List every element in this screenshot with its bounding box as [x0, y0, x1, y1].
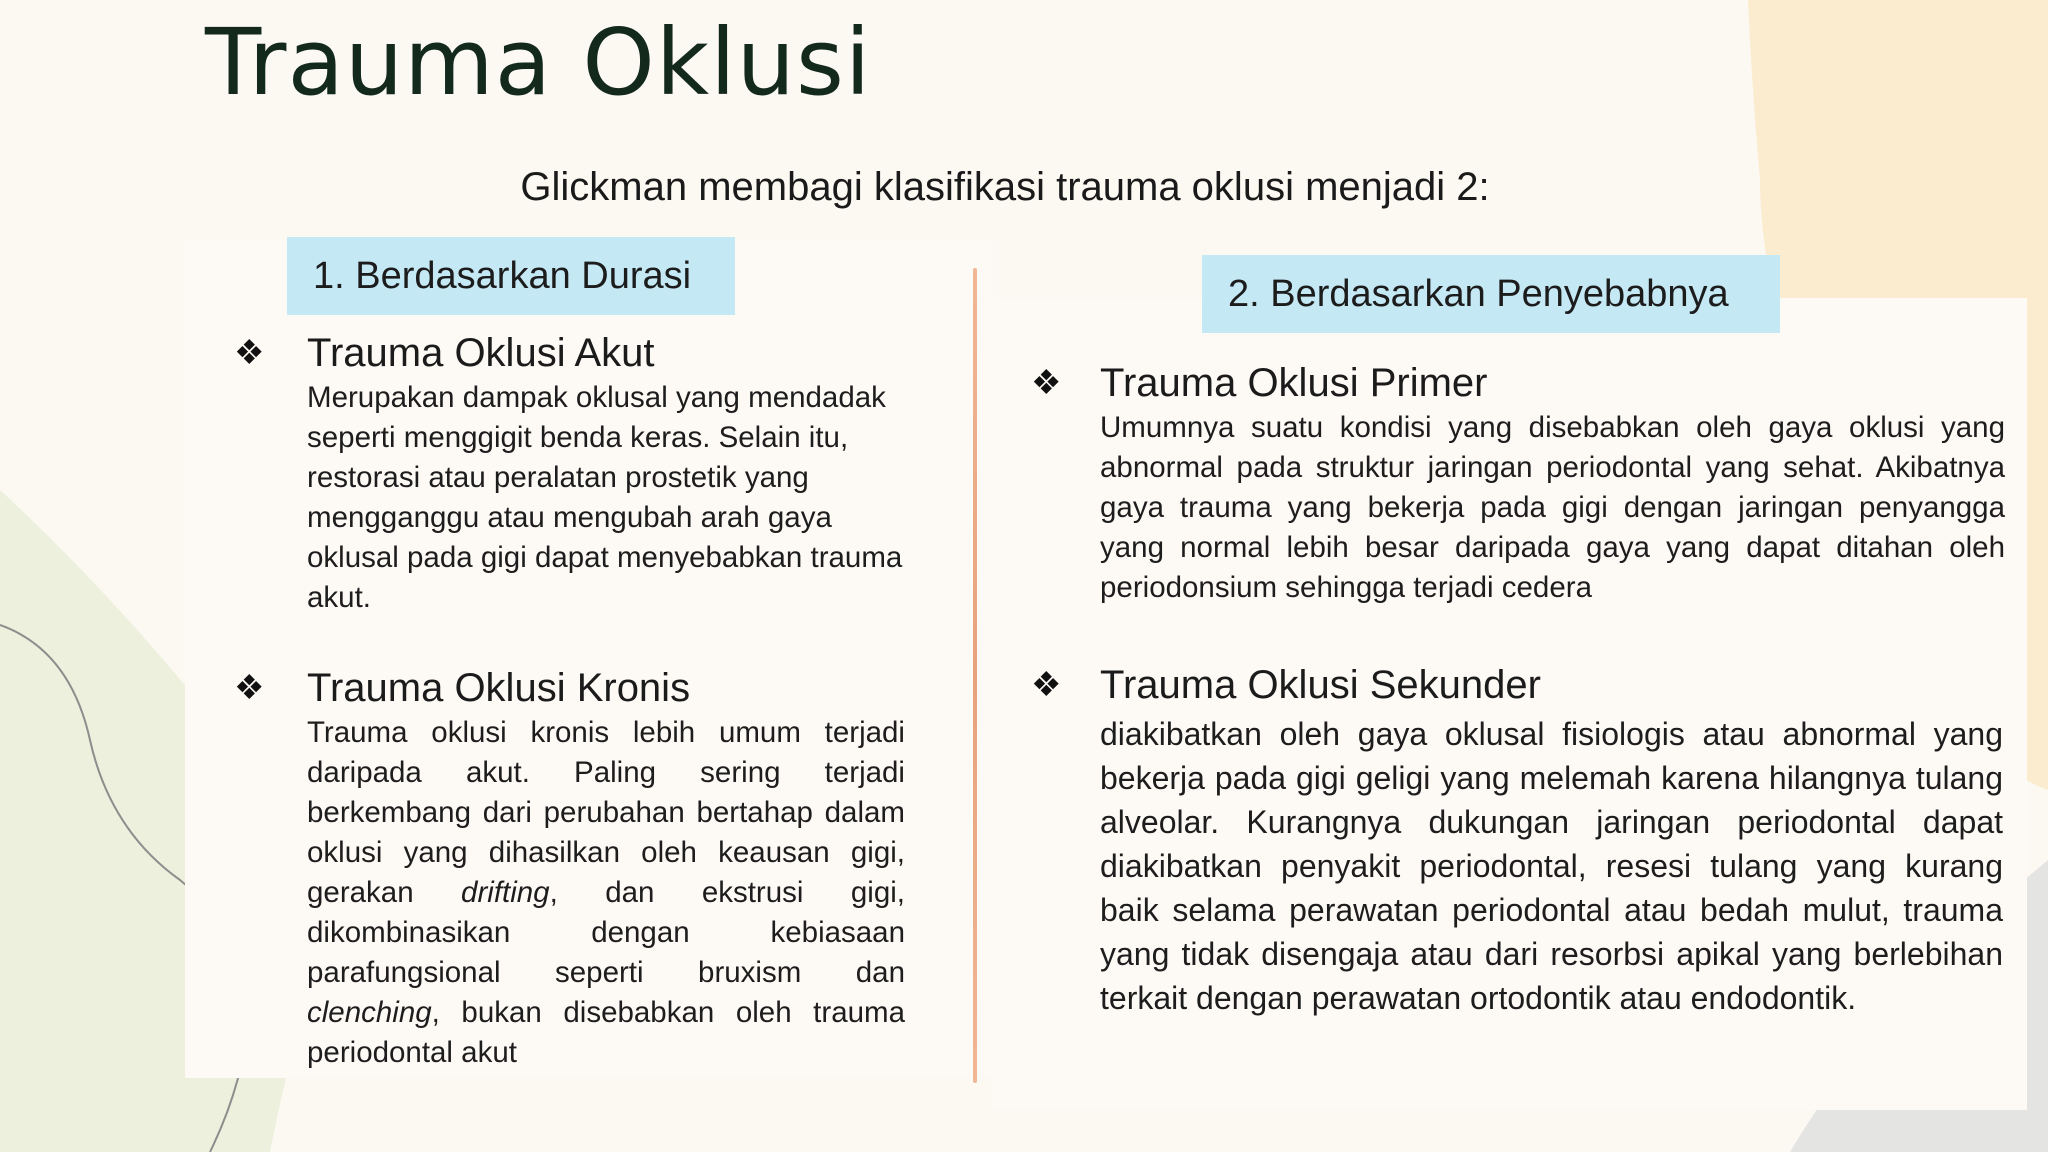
item-body-secondary: diakibatkan oleh gaya oklusal fisiologis atau abnormal yang bekerja pada gigi geligi yang melemah karena hilangnya tulang alveolar. Kurangnya dukungan jaringan periodontal dapat diakibatkan penyakit periodontal, resesi tulang yang kurang baik selama perawatan periodontal atau bedah mulut, trauma yang tidak disengaja atau dari resorbsi apikal yang berlebihan terkait dengan perawatan ortodontik atau endodontik.: [1100, 716, 2003, 1016]
item-body-chronic: [307, 713, 905, 1073]
diamond-bullet-icon: ❖: [1031, 666, 1062, 704]
body-text: Trauma oklusi kronis lebih umum terjadi daripada akut. Paling sering terjadi berkembang dari perubahan bertahap dalam oklusi yang dihasilkan oleh keausan gigi, gerakan: [307, 716, 905, 909]
body-text: , dan ekstrusi gigi, dikombinasikan dengan kebiasaan parafungsional seperti bruxism dan: [307, 876, 905, 989]
body-text-italic: clenching: [307, 996, 432, 1029]
diamond-bullet-icon: ❖: [234, 669, 265, 707]
item-heading-secondary: Trauma Oklusi Sekunder: [1100, 663, 1541, 707]
column-divider: [973, 268, 977, 1083]
item-body-acute: Merupakan dampak oklusal yang mendadak seperti menggigit benda keras. Selain itu, restorasi atau peralatan prostetik yang mengganggu atau mengubah arah gaya oklusal pada gigi dapat menyebabkan trauma akut.: [307, 381, 903, 614]
item-heading-chronic: Trauma Oklusi Kronis: [307, 666, 691, 710]
page-title: Trauma Oklusi: [205, 9, 872, 116]
body-text: , bukan disebabkan oleh trauma periodontal akut: [307, 996, 905, 1069]
body-text-italic: drifting: [461, 876, 550, 909]
page-subtitle: Glickman membagi klasifikasi trauma oklusi menjadi 2:: [520, 165, 1490, 209]
category-label-cause: 2. Berdasarkan Penyebabnya: [1202, 255, 1780, 333]
item-heading-primary: Trauma Oklusi Primer: [1100, 361, 1488, 405]
item-body-primary: Umumnya suatu kondisi yang disebabkan oleh gaya oklusi yang abnormal pada struktur jaringan periodontal yang sehat. Akibatnya gaya trauma yang bekerja pada gigi dengan jaringan penyangga yang normal lebih besar daripada gaya yang dapat ditahan oleh periodonsium sehingga terjadi cedera: [1100, 411, 2005, 604]
diamond-bullet-icon: ❖: [234, 334, 265, 372]
category-label-duration: 1. Berdasarkan Durasi: [287, 237, 735, 315]
item-heading-acute: Trauma Oklusi Akut: [307, 331, 655, 375]
diamond-bullet-icon: ❖: [1031, 364, 1062, 402]
